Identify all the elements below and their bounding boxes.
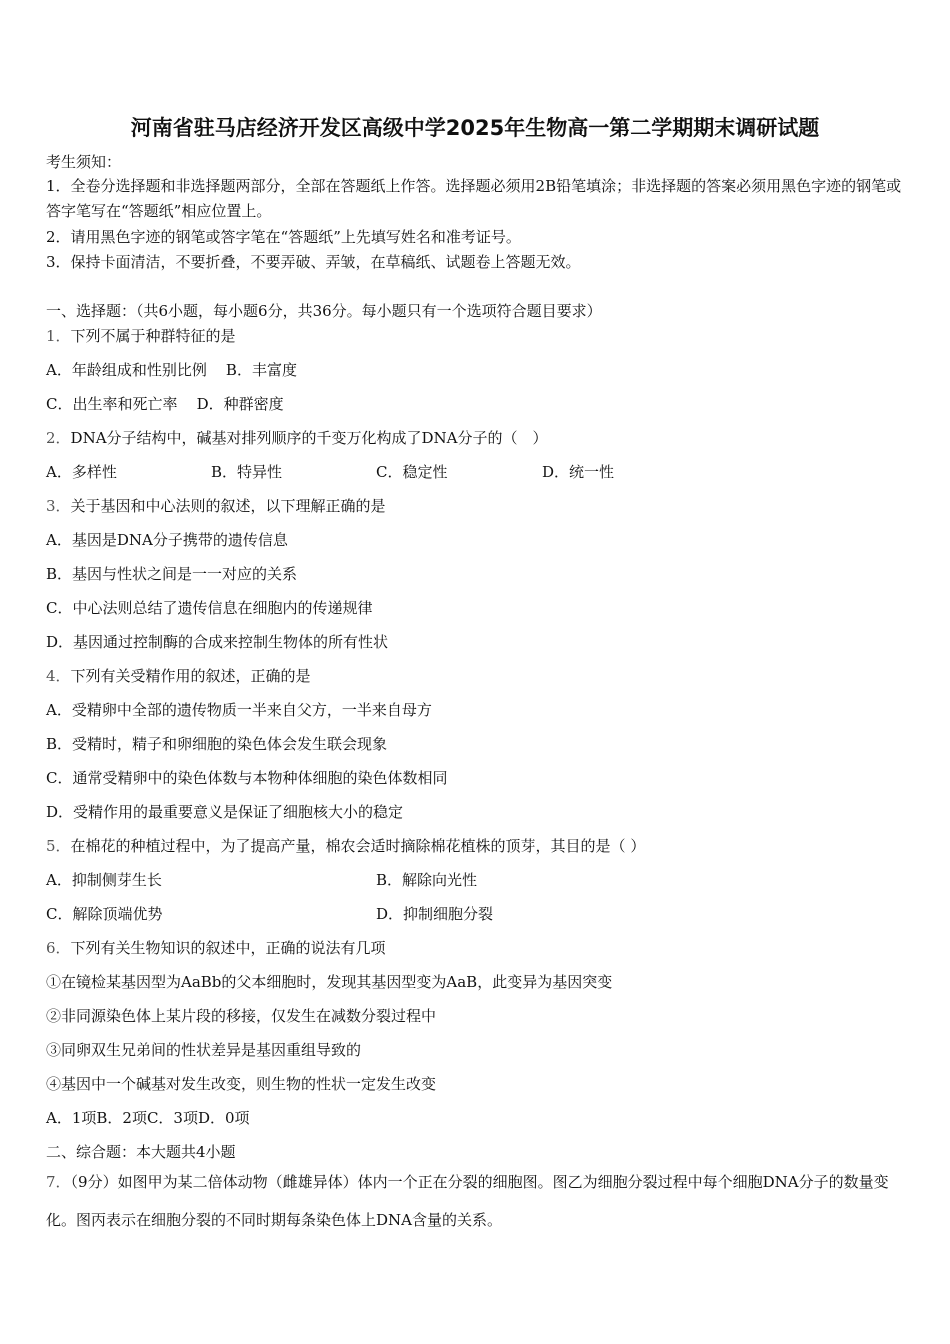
question-stem: 下列不属于种群特征的是 xyxy=(70,327,236,345)
q6-statement-1: ①在镜检某基因型为AaBb的父本细胞时，发现其基因型变为AaB，此变异为基因突变 xyxy=(46,973,613,991)
question-number: 4． xyxy=(46,667,71,685)
q3-option-c: C．中心法则总结了遗传信息在细胞内的传递规律 xyxy=(46,599,373,617)
question-number: 1． xyxy=(46,327,71,345)
notice-item-2: 2．请用黑色字迹的钢笔或答字笔在“答题纸”上先填写姓名和准考证号。 xyxy=(46,228,521,246)
q6-statement-2: ②非同源染色体上某片段的移接，仅发生在减数分裂过程中 xyxy=(46,1007,437,1025)
q6-statement-3: ③同卵双生兄弟间的性状差异是基因重组导致的 xyxy=(46,1041,362,1059)
question-6 xyxy=(46,939,386,957)
q5-option-b: B．解除向光性 xyxy=(376,871,478,889)
question-stem: （9分）如图甲为某二倍体动物（雌雄异体）体内一个正在分裂的细胞图。图乙为细胞分裂过程中每个细胞DNA分子的数量变化。图丙表示在细胞分裂的不同时期每条染色体上DNA含量的关系。 xyxy=(46,1173,889,1229)
q2-option-c: C．稳定性 xyxy=(376,463,448,481)
notice-heading: 考生须知： xyxy=(46,153,122,171)
question-4 xyxy=(46,667,311,685)
question-number: 3． xyxy=(46,497,71,515)
question-1 xyxy=(46,327,236,345)
option-b: B．丰富度 xyxy=(225,361,297,379)
q3-option-b: B．基因与性状之间是一一对应的关系 xyxy=(46,565,298,583)
question-stem: 下列有关生物知识的叙述中，正确的说法有几项 xyxy=(70,939,386,957)
q4-option-b: B．受精时，精子和卵细胞的染色体会发生联会现象 xyxy=(46,735,388,753)
question-number: 7． xyxy=(46,1173,71,1191)
q5-option-a: A．抑制侧芽生长 xyxy=(46,871,162,889)
section-2-heading: 二、综合题：本大题共4小题 xyxy=(46,1143,236,1161)
option-c: C．出生率和死亡率 xyxy=(46,395,178,413)
q2-option-a: A．多样性 xyxy=(46,463,117,481)
question-stem: 下列有关受精作用的叙述，正确的是 xyxy=(70,667,311,685)
section-1-heading: 一、选择题：（共6小题，每小题6分，共36分。每小题只有一个选项符合题目要求） xyxy=(46,302,602,320)
question-stem: 关于基因和中心法则的叙述，以下理解正确的是 xyxy=(70,497,386,515)
question-number: 5． xyxy=(46,837,71,855)
question-stem: 在棉花的种植过程中，为了提高产量，棉农会适时摘除棉花植株的顶芽，其目的是（ ） xyxy=(70,837,646,855)
question-7 xyxy=(46,1163,902,1239)
notice-item-1: 1．全卷分选择题和非选择题两部分，全部在答题纸上作答。选择题必须用2B铅笔填涂；非选择题的答案必须用黑色字迹的钢笔或答字笔写在“答题纸”相应位置上。 xyxy=(46,177,902,220)
q5-option-c: C．解除顶端优势 xyxy=(46,905,163,923)
q1-options-row-1 xyxy=(46,361,297,379)
q4-option-d: D．受精作用的最重要意义是保证了细胞核大小的稳定 xyxy=(46,803,404,821)
q5-option-d: D．抑制细胞分裂 xyxy=(376,905,494,923)
question-number: 6． xyxy=(46,939,71,957)
notice-item-3: 3．保持卡面清洁，不要折叠，不要弄破、弄皱，在草稿纸、试题卷上答题无效。 xyxy=(46,253,581,271)
q6-answer-options: A．1项B．2项C．3项D．0项 xyxy=(46,1109,250,1127)
q4-option-a: A．受精卵中全部的遗传物质一半来自父方，一半来自母方 xyxy=(46,701,432,719)
q3-option-d: D．基因通过控制酶的合成来控制生物体的所有性状 xyxy=(46,633,389,651)
question-number: 2． xyxy=(46,429,71,447)
q2-option-b: B．特异性 xyxy=(211,463,283,481)
q3-option-a: A．基因是DNA分子携带的遗传信息 xyxy=(46,531,288,549)
question-3 xyxy=(46,497,386,515)
question-5 xyxy=(46,837,645,855)
q6-statement-4: ④基因中一个碱基对发生改变，则生物的性状一定发生改变 xyxy=(46,1075,437,1093)
question-stem: DNA分子结构中，碱基对排列顺序的千变万化构成了DNA分子的（ ） xyxy=(70,429,548,447)
question-2 xyxy=(46,429,548,447)
option-a: A．年龄组成和性别比例 xyxy=(46,361,207,379)
q4-option-c: C．通常受精卵中的染色体数与本物种体细胞的染色体数相同 xyxy=(46,769,448,787)
option-d: D．种群密度 xyxy=(196,395,284,413)
page-title: 河南省驻马店经济开发区高级中学2025年生物高一第二学期期末调研试题 xyxy=(130,116,820,140)
q2-option-d: D．统一性 xyxy=(542,463,615,481)
q1-options-row-2 xyxy=(46,395,284,413)
